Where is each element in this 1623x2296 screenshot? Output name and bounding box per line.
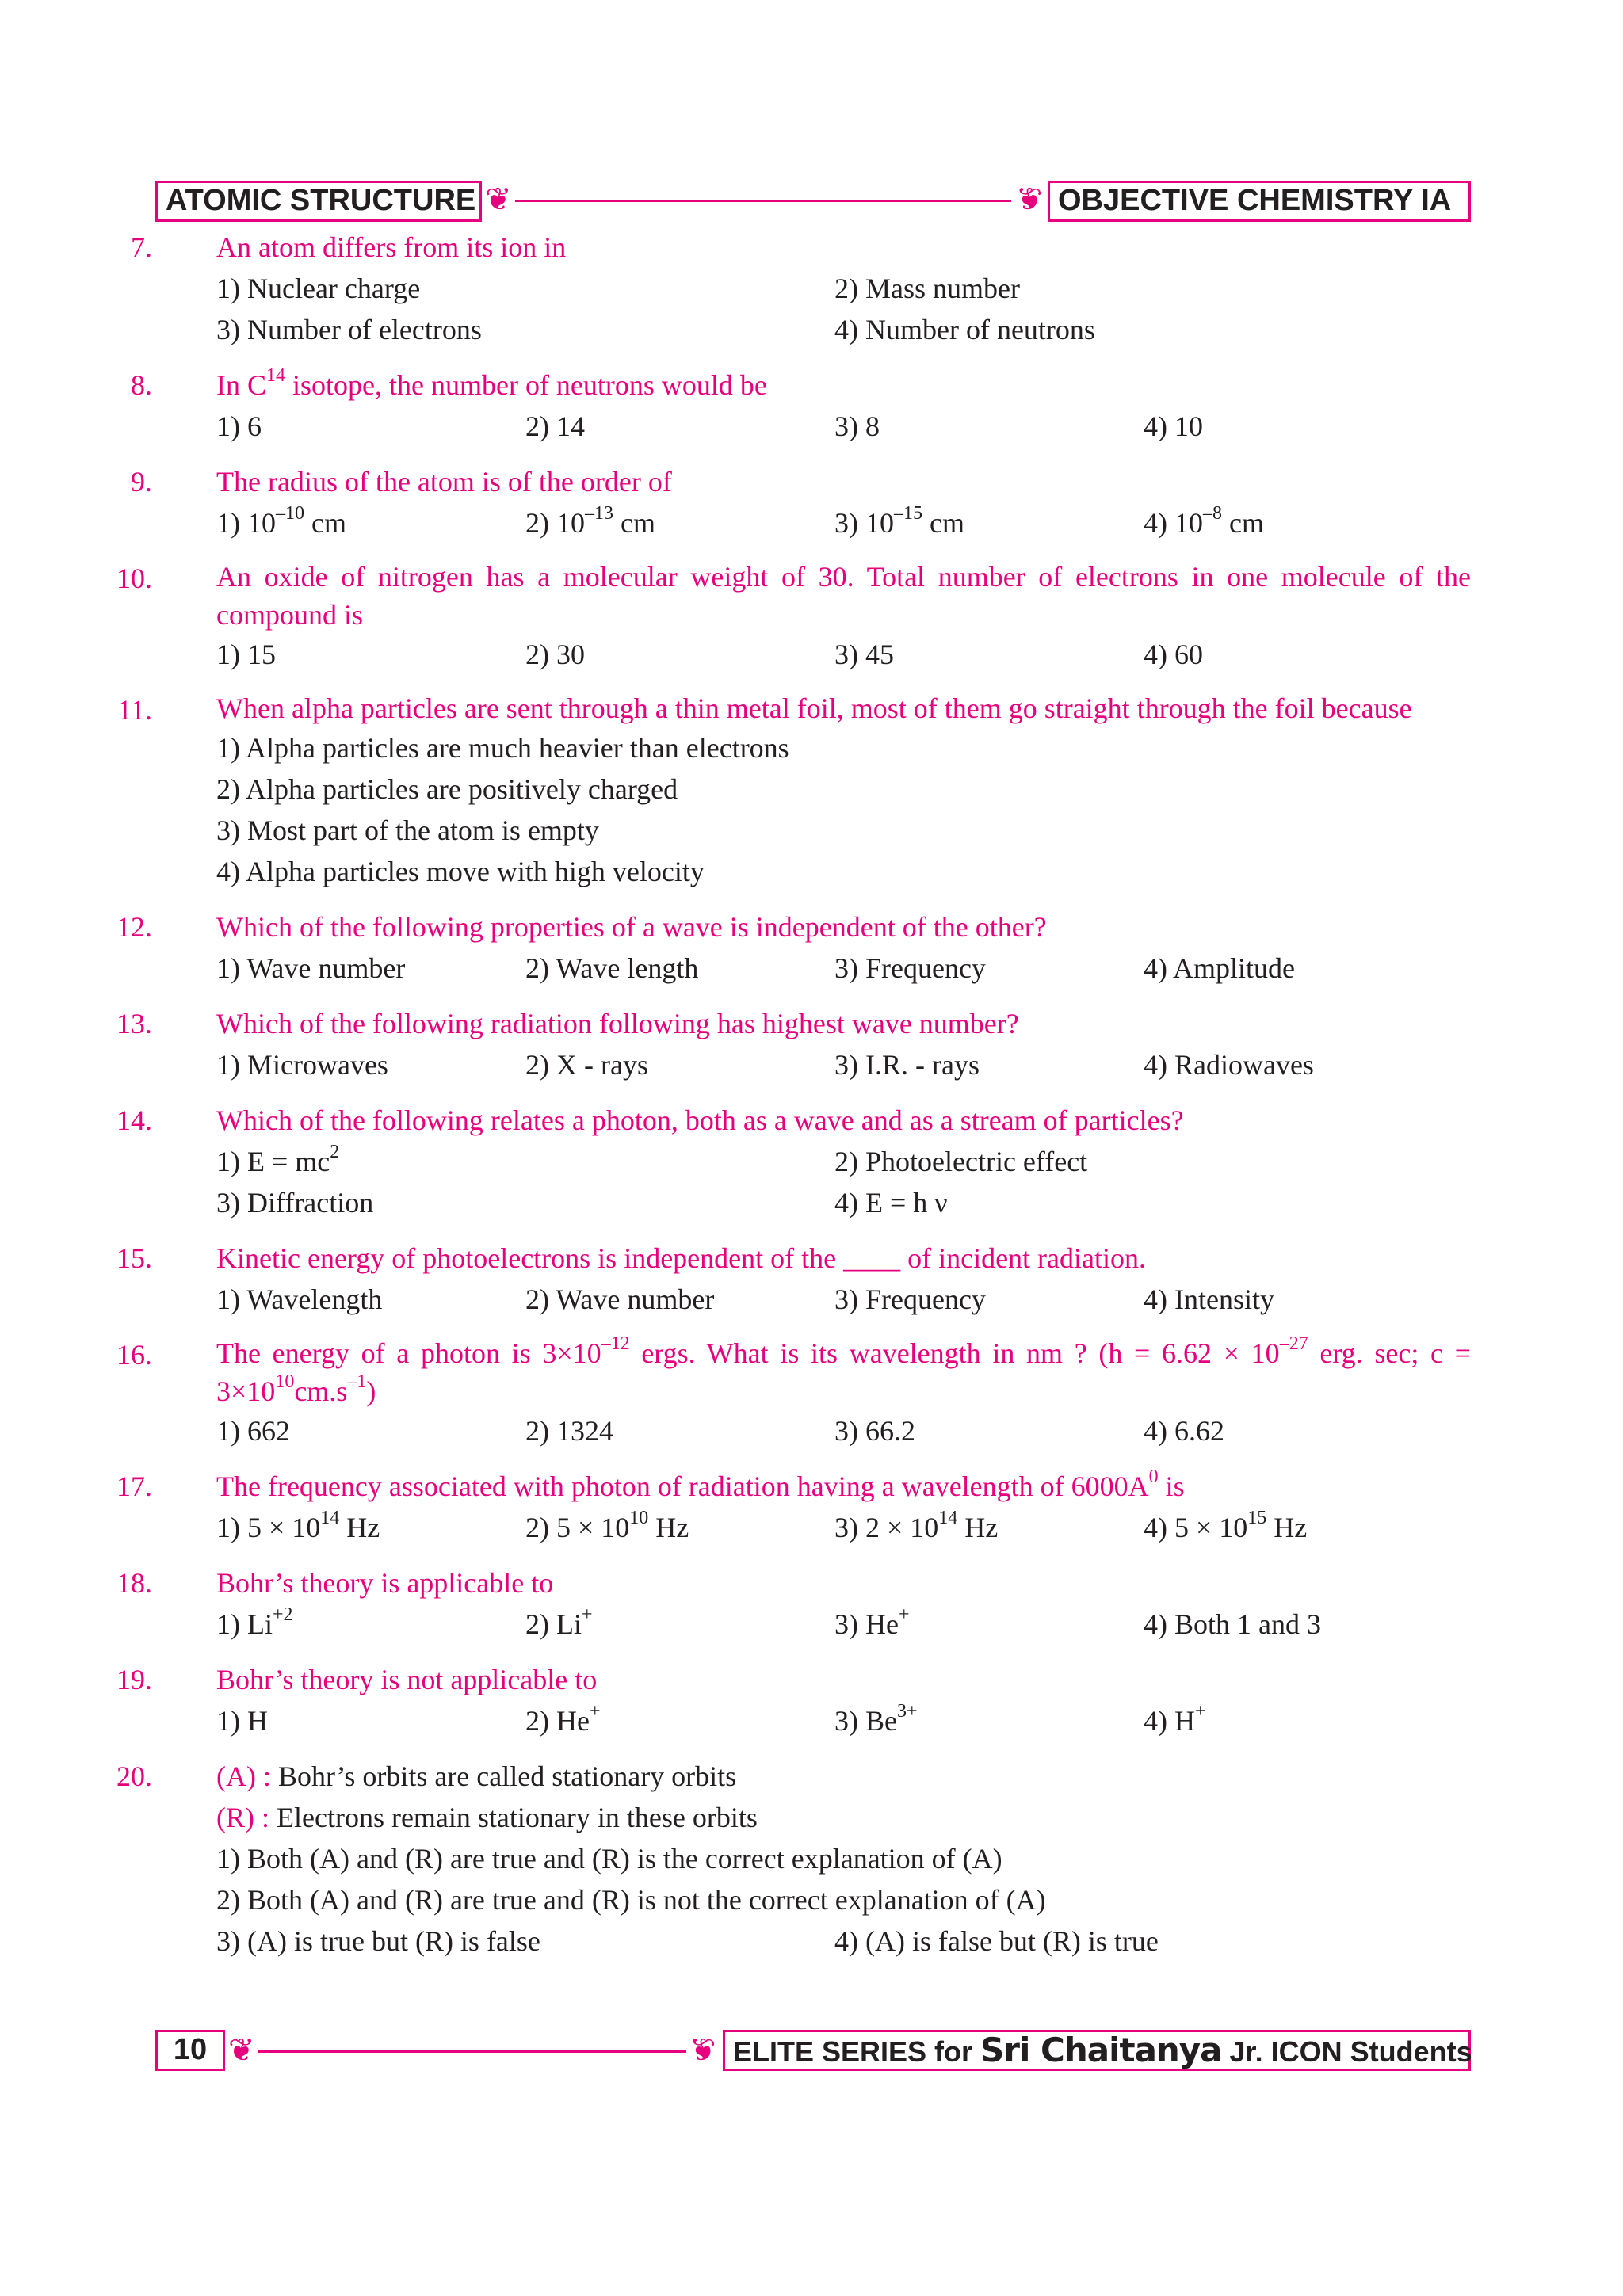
question-number: 15. (116, 1242, 152, 1274)
brand-name: Sri Chaitanya (980, 2031, 1222, 2069)
option-3: 3) Frequency (834, 1283, 986, 1315)
ornament-footer-right-icon: ❦ (689, 2032, 716, 2068)
option-4: 4) Radiowaves (1144, 1049, 1314, 1081)
section-title-text: ATOMIC STRUCTURE (166, 184, 476, 217)
option-1: 1) Nuclear charge (216, 273, 421, 304)
question-number: 17. (116, 1470, 152, 1502)
option-3: 3) Number of electrons (216, 314, 482, 345)
option-4: 4) $5 \times 10^{15}$ Hz (1144, 1508, 1308, 1543)
question-number: 19. (116, 1664, 152, 1695)
question-11 (117, 689, 1471, 892)
option-4: 4) Both 1 and 3 (1144, 1608, 1321, 1640)
option-2: 2) Both (A) and (R) are true and (R) is not the correct explanation of (A) (216, 1884, 1046, 1916)
question-16 (116, 1333, 1471, 1451)
option-2: 2) 14 (525, 410, 585, 442)
option-1: 1) $Li^{+2}$ (216, 1604, 293, 1640)
option-2: 2) Alpha particles are positively charged (216, 773, 678, 805)
question-number: 14. (116, 1104, 152, 1136)
question-number: 12. (116, 911, 152, 943)
option-2: 2) $10^{-13}$ cm (525, 503, 655, 539)
question-number: 18. (116, 1567, 152, 1599)
question-text: When alpha particles are sent through a thin metal foil, most of them go straight through the foil because (216, 692, 1412, 724)
option-3: 3) Frequency (834, 952, 986, 984)
option-4: 4) Amplitude (1144, 952, 1295, 984)
option-1: 1) 15 (216, 639, 276, 670)
option-3: 3) $Be^{3+}$ (834, 1701, 918, 1737)
question-text: Kinetic energy of photoelectrons is independent of the ____ of incident radiation. (216, 1242, 1147, 1274)
question-8 (131, 364, 1471, 447)
question-text: Which of the following radiation following has highest wave number? (216, 1008, 1019, 1039)
question-14 (116, 1100, 1471, 1223)
question-15 (116, 1238, 1471, 1320)
option-4: 4) 10 (1144, 410, 1203, 442)
option-4: 4) E = h ν (834, 1187, 948, 1219)
option-1: 1) $10^{-10}$ cm (216, 503, 346, 539)
ornament-footer-left-icon: ❦ (228, 2032, 255, 2068)
assertion: (A) : Bohr’s orbits are called stationary orbits (216, 1760, 737, 1792)
option-3: 3) 45 (834, 639, 894, 670)
series-banner: ELITE SERIES for Sri Chaitanya Jr. ICON Students (723, 2030, 1471, 2071)
ornament-right-icon: ❦ (1016, 181, 1043, 217)
question-7 (131, 227, 1471, 350)
question-number: 8. (131, 369, 152, 401)
question-number: 7. (131, 231, 152, 263)
option-3: 3) Most part of the atom is empty (216, 814, 599, 846)
question-text: The energy of a photon is $3\times 10^{-12}$ ergs. What is its wavelength in nm ? ($h = 6.62 \times 10^{-27}$ erg. sec; $c = 3\times 10^{10}cm.s^{-1}$) (216, 1333, 1471, 1407)
option-1: 1) Alpha particles are much heavier than electrons (216, 732, 789, 764)
option-4: 4) (A) is false but (R) is true (834, 1925, 1159, 1957)
page-number-text: 10 (173, 2033, 208, 2066)
option-1: 1) Wavelength (216, 1283, 383, 1315)
question-text: In $C^{14}$ isotope, the number of neutrons would be (216, 365, 767, 401)
option-3: 3) He+ (834, 1604, 910, 1640)
question-9 (131, 461, 1471, 543)
option-2: 2) He+ (525, 1701, 601, 1737)
question-number: 10. (116, 563, 152, 594)
option-4: 4) Number of neutrons (834, 314, 1095, 345)
question-text: An atom differs from its ion in (216, 231, 567, 263)
option-4: 4) 60 (1144, 639, 1203, 670)
option-2: 2) Wave number (525, 1283, 715, 1315)
option-1: 1) Both (A) and (R) are true and (R) is the correct explanation of (A) (216, 1843, 1002, 1875)
option-1: 1) Microwaves (216, 1049, 388, 1081)
question-text: Bohr’s theory is applicable to (216, 1567, 554, 1599)
question-13 (116, 1003, 1471, 1085)
option-1: 1) 662 (216, 1415, 290, 1447)
book-title (1048, 181, 1471, 222)
option-3: 3) $10^{-15}$ cm (834, 503, 964, 539)
option-2: 2) $5 \times 10^{10}$ Hz (525, 1508, 689, 1543)
option-4: 4) $10^{-8}$ cm (1144, 503, 1264, 539)
option-4: 4) Alpha particles move with high velocity (216, 856, 705, 887)
option-2: 2) X - rays (525, 1049, 648, 1081)
question-12 (116, 906, 1471, 989)
option-3: 3) $2 \times 10^{14}$ Hz (834, 1508, 999, 1543)
question-19 (116, 1659, 1471, 1741)
option-4: 4) H+ (1144, 1701, 1206, 1737)
option-2: 2) 30 (525, 639, 585, 670)
option-2: 2) Wave length (525, 952, 699, 984)
option-3: 3) 66.2 (834, 1415, 915, 1447)
option-1: 1) H (216, 1705, 268, 1737)
question-10 (116, 558, 1471, 675)
reason: (R) : Electrons remain stationary in these orbits (216, 1802, 758, 1833)
option-3: 3) I.R. - rays (834, 1049, 980, 1081)
option-3: 3) Diffraction (216, 1187, 374, 1219)
question-text: Which of the following relates a photon, both as a wave and as a stream of particles? (216, 1104, 1184, 1136)
question-number: 20. (116, 1760, 152, 1792)
book-title-text: OBJECTIVE CHEMISTRY IA (1058, 184, 1452, 217)
question-text: Which of the following properties of a wave is independent of the other? (216, 911, 1047, 943)
option-4: 4) Intensity (1144, 1283, 1274, 1315)
question-number: 16. (116, 1339, 152, 1371)
question-17 (116, 1466, 1471, 1548)
page-number (155, 2030, 225, 2071)
option-3: 3) (A) is true but (R) is false (216, 1925, 540, 1957)
option-3: 3) 8 (834, 410, 880, 442)
question-20 (116, 1756, 1471, 1962)
question-number: 9. (131, 466, 152, 498)
question-18 (116, 1562, 1471, 1645)
question-text: The radius of the atom is of the order of (216, 466, 672, 498)
option-4: 4) 6.62 (1144, 1415, 1224, 1447)
option-2: 2) 1324 (525, 1415, 613, 1447)
option-1: 1) $E = mc^2$ (216, 1142, 340, 1177)
ornament-left-icon: ❦ (485, 181, 512, 217)
question-list (116, 227, 1471, 1976)
question-number: 13. (116, 1008, 152, 1039)
question-text: An oxide of nitrogen has a molecular weight of 30. Total number of electrons in one molecule of the compound is (216, 561, 1471, 631)
option-1: 1) $5 \times 10^{14}$ Hz (216, 1508, 380, 1543)
option-1: 1) Wave number (216, 952, 406, 984)
option-2: 2) Li+ (525, 1604, 593, 1640)
section-title (155, 181, 482, 222)
option-2: 2) Photoelectric effect (834, 1146, 1088, 1177)
option-1: 1) 6 (216, 410, 262, 442)
header-rule (515, 200, 1011, 202)
option-2: 2) Mass number (834, 273, 1020, 304)
question-number: 11. (117, 694, 152, 726)
footer-rule (258, 2050, 686, 2053)
question-text: Bohr’s theory is not applicable to (216, 1664, 598, 1695)
question-text: The frequency associated with photon of radiation having a wavelength of $6000A^0$ is (216, 1466, 1185, 1502)
